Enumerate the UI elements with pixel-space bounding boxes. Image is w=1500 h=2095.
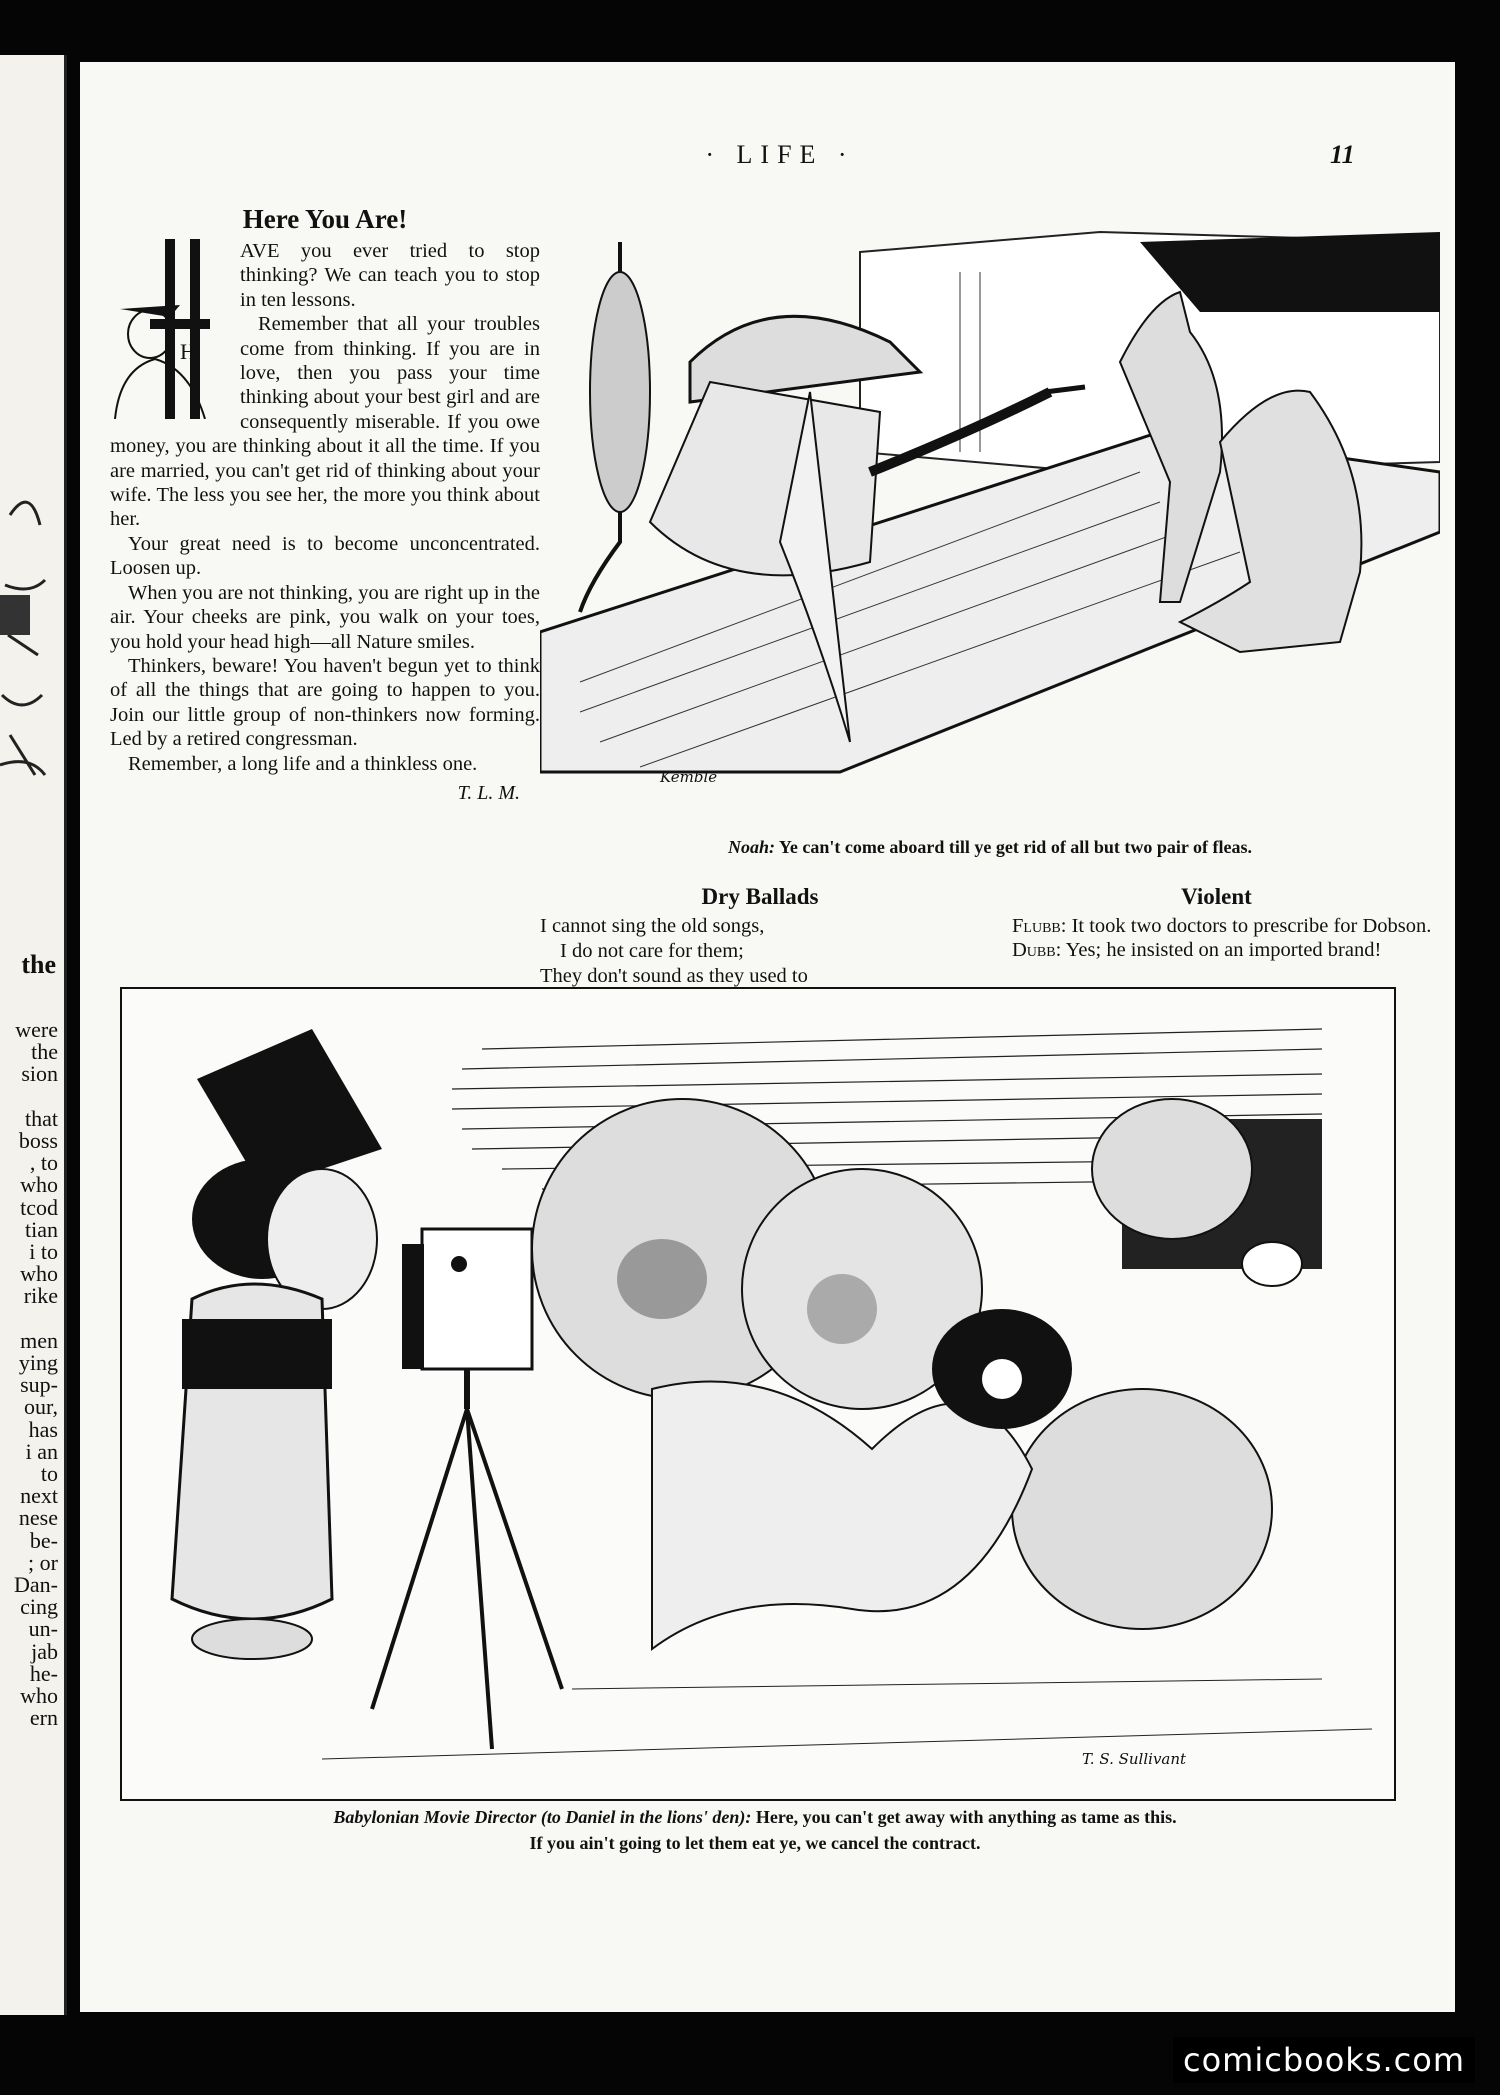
facing-page-fragment: un- [28, 1616, 58, 1642]
joke-line: Yes; he insisted on an imported brand! [1065, 939, 1382, 962]
facing-page-fragment: boss [18, 1128, 58, 1153]
dropcap-illustration [110, 239, 230, 419]
speaker-dubb: Dubb: [1012, 939, 1062, 962]
facing-page-fragment: i an [25, 1438, 58, 1464]
facing-page-fragment: ; or [28, 1549, 58, 1575]
page-number: 11 [1330, 140, 1355, 169]
article-body [110, 239, 540, 776]
speaker-flubb: Flubb: [1012, 915, 1067, 937]
facing-page-fragment: ying [18, 1350, 58, 1375]
facing-page-fragment: who [20, 1683, 58, 1708]
facing-page-fragment: who [20, 1172, 58, 1198]
facing-page-fragment: next [20, 1483, 58, 1509]
daniel-artist-signature: T. S. Sullivant [1082, 1750, 1187, 1768]
facing-page-fragment: sup- [20, 1372, 58, 1398]
facing-page-fragment: tcod [20, 1194, 58, 1220]
article-here-you-are [110, 204, 540, 805]
daniel-caption-speaker: Babylonian Movie Director (to Daniel in the lions' den): [333, 1807, 752, 1827]
facing-page-fragment: the [31, 1039, 58, 1065]
facing-page-fragment: tian [25, 1216, 58, 1242]
facing-page-fragment: i to [29, 1239, 58, 1264]
facing-page-fragment: our, [24, 1394, 58, 1420]
article-signature: T. L. M. [457, 781, 520, 804]
noah-cartoon-illustration [540, 212, 1440, 822]
facing-page-fragment: nese [18, 1505, 58, 1531]
daniel-cartoon-frame [120, 987, 1396, 1801]
magazine-page [80, 62, 1455, 2012]
daniel-caption-line: If you ain't going to let them eat ye, we cancel the contract. [529, 1833, 981, 1853]
facing-page-word: the [21, 950, 56, 979]
daniel-caption-line: Here, you can't get away with anything as tame as this. [755, 1807, 1177, 1827]
noah-artist-signature: Kemble [660, 768, 718, 786]
watermark-label: comicbooks.com [1173, 2037, 1475, 2083]
facing-page-fragment: were [15, 1017, 58, 1042]
facing-page-fragment: rike [23, 1283, 58, 1309]
poem-title: Dry Ballads [701, 884, 819, 909]
noah-caption-text: Ye can't come aboard till ye get rid of all but two pair of fleas. [778, 837, 1252, 857]
facing-page-fragment: has [28, 1416, 58, 1442]
facing-page-fragment: sion [21, 1061, 58, 1087]
facing-page-fragment: jab [31, 1638, 58, 1664]
article-title: Here You Are! [242, 204, 408, 234]
poem-line: I do not care for them; [560, 940, 744, 962]
facing-page-fragment: cing [20, 1594, 58, 1620]
joke-title: Violent [1181, 884, 1252, 909]
facing-page-fragment: men [20, 1327, 58, 1353]
dropcap-letter: H [180, 339, 196, 364]
facing-page-fragment: ern [29, 1705, 58, 1731]
facing-page-fragment: Dan- [14, 1572, 58, 1597]
facing-page-fragment: to [40, 1461, 58, 1486]
paragraph: Remember, a long life and a thinkless one. [128, 752, 478, 775]
poem-line: I cannot sing the old songs, [540, 915, 765, 937]
noah-caption [540, 834, 1440, 860]
paragraph: When you are not thinking, you are right up in the air. Your cheeks are pink, you walk on your toes, you hold your head high—all Nature smiles. [110, 581, 540, 653]
facing-page-illustration [0, 435, 50, 815]
poem-line: They don't sound as they used to [540, 965, 808, 987]
joke-line: It took two doctors to prescribe for Dobson. [1071, 915, 1432, 937]
facing-page-strip [0, 55, 67, 2015]
facing-page-fragment: be- [29, 1527, 58, 1553]
noah-caption-speaker: Noah: [728, 837, 776, 857]
daniel-cartoon-illustration [122, 989, 1394, 1799]
facing-page-fragment: he- [29, 1660, 58, 1686]
running-title: · LIFE · [705, 140, 855, 169]
paragraph: Your great need is to become unconcentrated. Loosen up. [110, 532, 540, 580]
daniel-caption [180, 1804, 1330, 1856]
facing-page-fragment: that [25, 1105, 58, 1131]
facing-page-fragment: , to [29, 1150, 58, 1176]
paragraph: Remember that all your troubles come from thinking. If you are in love, then you pass your time thinking about your best girl and are consequently miserable. If you owe money, you are thinking about it all the time. If you are married, you can't get rid of thinking about your wife. The less you see her, the more you think about her. [110, 313, 540, 531]
facing-page-fragment: who [20, 1261, 58, 1287]
paragraph: AVE you ever tried to stop thinking? We can teach you to stop in ten lessons. [240, 240, 540, 311]
paragraph: Thinkers, beware! You haven't begun yet to think of all the things that are going to happen to you. Join our little group of non-thinkers now forming. Led by a retired congressman. [110, 654, 540, 751]
joke-violent [994, 884, 1439, 963]
